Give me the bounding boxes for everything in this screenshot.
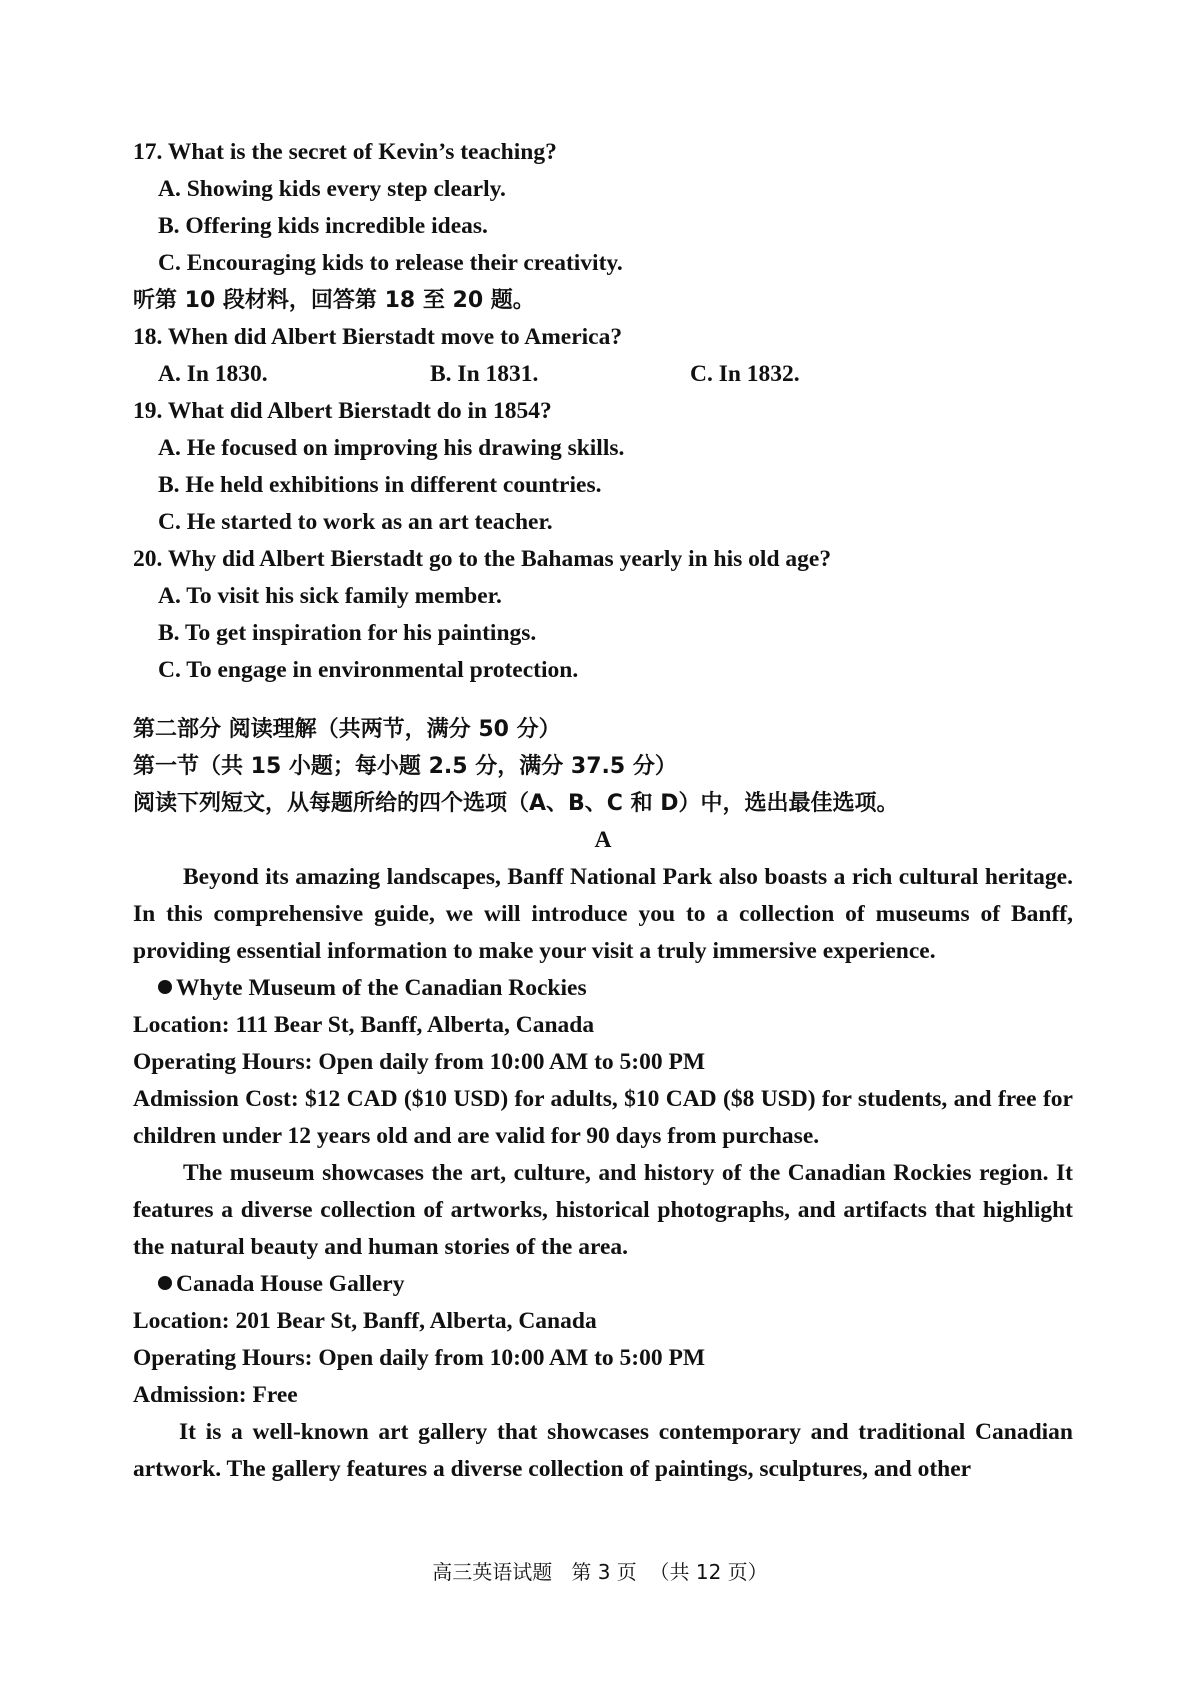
question-20: 20. Why did Albert Bierstadt go to the Bahamas yearly in his old age?	[133, 546, 832, 572]
museum-2-name: Canada House Gallery	[176, 1271, 405, 1297]
passage-intro: Beyond its amazing landscapes, Banff National Park also boasts a rich cultural heritage. In this comprehensive guide, we will introduce you to a collection of museums of Banff, providing essential information to make your visit a truly immersive experience.	[133, 864, 1073, 964]
part-2-instruction: 阅读下列短文，从每题所给的四个选项（A、B、C 和 D）中，选出最佳选项。	[133, 791, 899, 816]
question-18-options	[133, 356, 1073, 393]
question-18: 18. When did Albert Bierstadt move to America?	[133, 324, 623, 350]
option-19-b: B. He held exhibitions in different countries.	[158, 472, 602, 498]
option-19-c: C. He started to work as an art teacher.	[158, 509, 553, 535]
museum-1-hours: Operating Hours: Open daily from 10:00 AM to 5:00 PM	[133, 1049, 706, 1075]
museum-2-admission: Admission: Free	[133, 1382, 298, 1408]
option-18-c: C. In 1832.	[690, 361, 800, 387]
option-18-b: B. In 1831.	[430, 361, 539, 387]
page-footer: 高三英语试题 第 3 页 （共 12 页）	[432, 1560, 768, 1584]
option-17-a: A. Showing kids every step clearly.	[158, 176, 506, 202]
question-19: 19. What did Albert Bierstadt do in 1854?	[133, 398, 552, 424]
bullet-icon	[158, 980, 172, 994]
part-2-section-1: 第一节（共 15 小题；每小题 2.5 分，满分 37.5 分）	[133, 754, 677, 779]
museum-1-admission: Admission Cost: $12 CAD ($10 USD) for adults, $10 CAD ($8 USD) for students, and free for children under 12 years old and are valid for 90 days from purchase.	[133, 1086, 1073, 1149]
option-20-c: C. To engage in environmental protection.	[158, 657, 579, 683]
part-2-title: 第二部分 阅读理解（共两节，满分 50 分）	[133, 717, 561, 742]
museum-1-description: The museum showcases the art, culture, and history of the Canadian Rockies region. It features a diverse collection of artworks, historical photographs, and artifacts that highlight the natural beauty and human stories of the area.	[133, 1160, 1073, 1260]
option-20-a: A. To visit his sick family member.	[158, 583, 502, 609]
museum-1-name: Whyte Museum of the Canadian Rockies	[176, 975, 587, 1001]
museum-2-hours: Operating Hours: Open daily from 10:00 AM to 5:00 PM	[133, 1345, 706, 1371]
museum-2-description: It is a well-known art gallery that showcases contemporary and traditional Canadian artwork. The gallery features a diverse collection of paintings, sculptures, and other	[133, 1419, 1073, 1482]
section-10-instruction: 听第 10 段材料，回答第 18 至 20 题。	[133, 288, 535, 313]
bullet-icon	[158, 1276, 172, 1290]
question-17: 17. What is the secret of Kevin’s teaching?	[133, 139, 557, 165]
option-20-b: B. To get inspiration for his paintings.	[158, 620, 537, 646]
option-18-a: A. In 1830.	[158, 361, 268, 387]
passage-label: A	[594, 827, 612, 853]
spacer	[133, 689, 1073, 711]
option-17-c: C. Encouraging kids to release their creativity.	[158, 250, 623, 276]
museum-1-location: Location: 111 Bear St, Banff, Alberta, Canada	[133, 1012, 595, 1038]
museum-2-location: Location: 201 Bear St, Banff, Alberta, Canada	[133, 1308, 597, 1334]
option-17-b: B. Offering kids incredible ideas.	[158, 213, 488, 239]
exam-page	[133, 134, 1073, 1488]
museum-1-heading	[133, 970, 1073, 1007]
option-19-a: A. He focused on improving his drawing skills.	[158, 435, 625, 461]
museum-2-heading	[133, 1266, 1073, 1303]
